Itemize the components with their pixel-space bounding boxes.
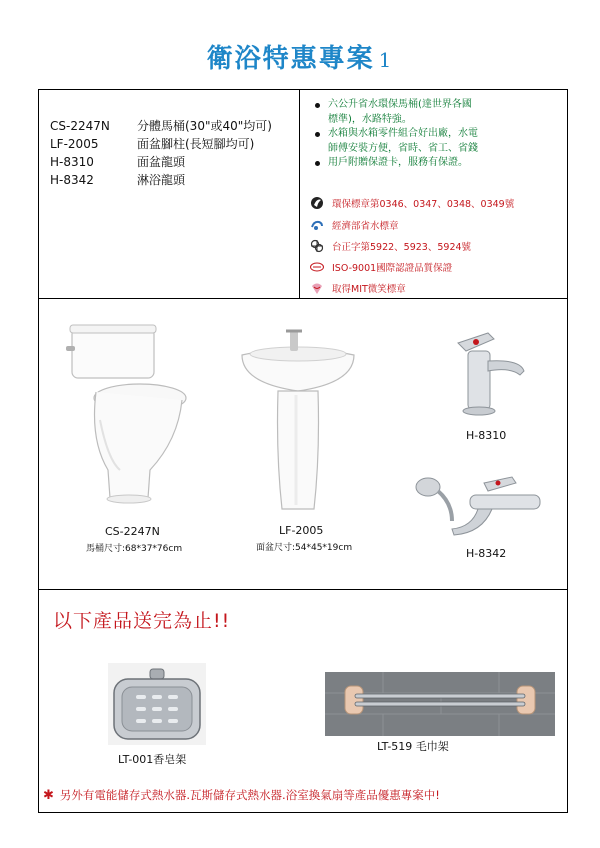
faucet-image: [450, 325, 530, 420]
cert-item: [310, 239, 560, 253]
model-code: CS-2247N: [50, 119, 110, 133]
title-number: 1: [378, 48, 394, 72]
cert-text: 台正字第5922、5923、5924號: [332, 242, 472, 253]
feature-list: [312, 98, 562, 171]
model-row: [50, 153, 272, 171]
footer-note: [43, 787, 440, 803]
divider-middle: [38, 589, 568, 590]
model-list: [50, 117, 272, 189]
feature-item: 水箱與水箱零件組合好出廠，水電: [312, 127, 562, 142]
footer-text: 另外有電能儲存式熱水器.瓦斯儲存式熱水器.浴室換氣扇等產品優惠專案中!: [59, 788, 440, 802]
cert-item: [310, 218, 560, 232]
towel-rack-image: [325, 672, 555, 736]
model-code: H-8310: [50, 155, 94, 169]
model-code: LF-2005: [50, 137, 99, 151]
cert-item: [310, 260, 560, 274]
shower-code: H-8342: [466, 547, 507, 560]
model-row: [50, 171, 272, 189]
basin-image: [238, 325, 358, 515]
toilet-image: [60, 320, 190, 510]
cert-item: [310, 196, 560, 210]
model-code: H-8342: [50, 173, 94, 187]
model-desc: 面盆龍頭: [137, 155, 186, 169]
shower-faucet-image: [412, 473, 552, 543]
model-row: [50, 135, 272, 153]
toilet-size: 馬桶尺寸:68*37*76cm: [86, 544, 183, 554]
iso-icon: [310, 260, 326, 274]
feature-item-cont: 師傅安裝方便，省時、省工、省錢: [328, 142, 478, 154]
model-desc: 分體馬桶(30"或40"均可): [137, 119, 272, 133]
cert-text: ISO-9001國際認證品質保證: [332, 263, 453, 274]
star-icon: ✱: [43, 788, 54, 803]
standard-mark-icon: [310, 239, 326, 253]
divider-top: [38, 298, 568, 299]
divider-vertical: [299, 89, 300, 298]
model-desc: 淋浴龍頭: [137, 173, 186, 187]
basin-code: LF-2005: [279, 524, 324, 537]
promo-headline: 以下產品送完為止!!: [53, 610, 231, 632]
faucet-code: H-8310: [466, 429, 507, 442]
basin-size: 面盆尺寸:54*45*19cm: [256, 543, 353, 553]
feature-item: 六公升省水環保馬桶(達世界各國: [312, 98, 562, 113]
eco-label-icon: [310, 196, 326, 210]
mit-smile-icon: [310, 281, 326, 295]
feature-item: 用戶附贈保證卡，服務有保證。: [312, 156, 562, 171]
toilet-code: CS-2247N: [105, 525, 160, 538]
model-row: [50, 117, 272, 135]
soap-dish-label: LT-001香皂架: [118, 753, 187, 766]
soap-dish-image: [108, 663, 206, 745]
cert-text: 環保標章第0346、0347、0348、0349號: [332, 199, 515, 210]
model-desc: 面盆腳柱(長短腳均可): [137, 137, 255, 151]
water-saving-icon: [310, 218, 326, 232]
page-title: [0, 38, 600, 75]
feature-item-cont: 標準)，水路特強。: [328, 113, 412, 125]
towel-rack-label: LT-519 毛巾架: [377, 740, 449, 753]
cert-item: [310, 281, 560, 295]
cert-text: 取得MIT微笑標章: [332, 284, 406, 295]
title-text: 衛浴特惠專案: [206, 44, 375, 74]
cert-text: 經濟部省水標章: [332, 221, 399, 232]
